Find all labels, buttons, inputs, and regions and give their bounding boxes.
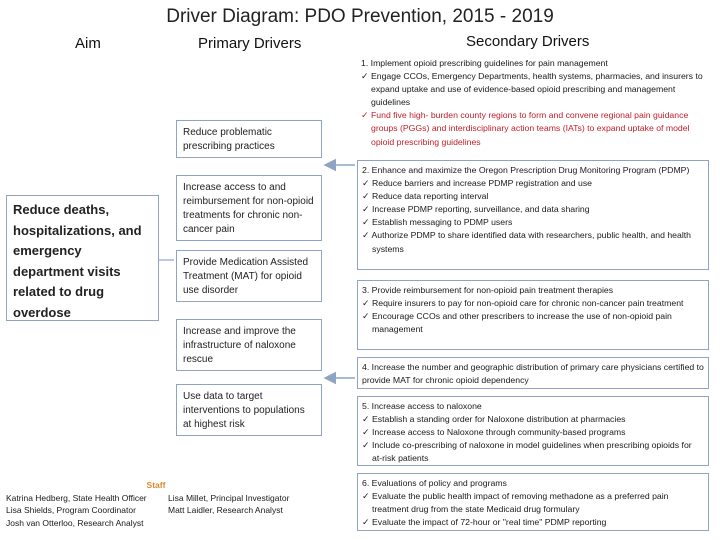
secondary-driver-item <box>362 426 704 439</box>
secondary-driver-item <box>362 216 704 229</box>
item-text: Engage CCOs, Emergency Departments, health systems, pharmacies, and insurers to expand uptake and use of evidence-based opioid prescribing and management guidelines <box>370 71 703 108</box>
secondary-driver-item <box>361 70 705 109</box>
primary-driver-text: Reduce problematic prescribing practices <box>183 127 275 152</box>
item-text: Require insurers to pay for non-opioid care for chronic non-cancer pain treatment <box>371 298 684 309</box>
check-icon: ✓ <box>362 427 370 438</box>
secondary-driver-box <box>357 473 709 531</box>
staff-member: Josh van Otterloo, Research Analyst <box>6 517 144 528</box>
item-text: Evaluate the impact of 72-hour or "real time" PDMP reporting <box>371 517 607 528</box>
check-icon: ✓ <box>362 440 370 451</box>
check-icon: ✓ <box>361 110 369 121</box>
check-icon: ✓ <box>362 204 370 215</box>
primary-driver-box <box>176 120 322 158</box>
item-text: Establish a standing order for Naloxone distribution at pharmacies <box>371 414 626 425</box>
check-icon: ✓ <box>362 178 370 189</box>
secondary-driver-item-highlight <box>361 109 705 148</box>
secondary-driver-item <box>362 190 704 203</box>
item-text: Authorize PDMP to share identified data with researchers, public health, and health systems <box>371 230 692 254</box>
primary-driver-box <box>176 175 322 241</box>
secondary-driver-item <box>362 310 704 336</box>
item-text: Establish messaging to PDMP users <box>371 217 513 228</box>
secondary-driver-heading: 1. Implement opioid prescribing guidelines for pain management <box>361 58 608 68</box>
item-text: Increase access to Naloxone through community-based programs <box>371 427 626 438</box>
secondary-driver-box <box>357 54 709 152</box>
item-text: Increase PDMP reporting, surveillance, and data sharing <box>371 204 590 215</box>
secondary-drivers-header: Secondary Drivers <box>466 33 590 50</box>
aim-box <box>6 195 159 321</box>
staff-block <box>6 479 306 529</box>
primary-driver-text: Increase and improve the infrastructure of naloxone rescue <box>183 326 296 365</box>
secondary-driver-item <box>362 439 704 465</box>
staff-member: Matt Laidler, Research Analyst <box>168 505 283 515</box>
primary-driver-text: Provide Medication Assisted Treatment (MAT) for opioid use disorder <box>183 257 309 296</box>
secondary-driver-box <box>357 160 709 270</box>
item-text: Encourage CCOs and other prescribers to increase the use of non-opioid pain management <box>371 311 672 335</box>
secondary-driver-heading: 6. Evaluations of policy and programs <box>362 478 507 488</box>
primary-driver-box <box>176 319 322 371</box>
secondary-driver-item <box>362 516 704 529</box>
secondary-driver-heading: 5. Increase access to naloxone <box>362 401 482 411</box>
diagram-title: Driver Diagram: PDO Prevention, 2015 - 2019 <box>166 6 554 27</box>
staff-member: Lisa Shields, Program Coordinator <box>6 505 136 515</box>
item-text: Reduce data reporting interval <box>371 191 489 202</box>
secondary-driver-item <box>362 203 704 216</box>
check-icon: ✓ <box>362 311 370 322</box>
secondary-driver-item <box>362 297 704 310</box>
check-icon: ✓ <box>362 491 370 502</box>
item-text: Reduce barriers and increase PDMP registration and use <box>371 178 593 189</box>
secondary-driver-item <box>362 413 704 426</box>
secondary-driver-box <box>357 357 709 389</box>
check-icon: ✓ <box>362 230 370 241</box>
check-icon: ✓ <box>362 298 370 309</box>
check-icon: ✓ <box>361 71 369 82</box>
item-text: Include co-prescribing of naloxone in model guidelines when prescribing opioids for at-risk patients <box>371 440 692 464</box>
primary-driver-text: Use data to target interventions to populations at highest risk <box>183 391 305 430</box>
item-text: Fund five high- burden county regions to form and convene regional pain guidance groups (PGGs) and interdisciplinary action teams (IATs) to expand uptake of model opioid prescribing guidelines <box>370 110 690 147</box>
secondary-driver-item <box>362 490 704 516</box>
primary-driver-box <box>176 384 322 436</box>
secondary-driver-heading: 2. Enhance and maximize the Oregon Prescription Drug Monitoring Program (PDMP) <box>362 165 690 175</box>
item-text: Evaluate the public health impact of removing methadone as a preferred pain treatment drug from the state Medicaid drug formulary <box>371 491 669 515</box>
check-icon: ✓ <box>362 191 370 202</box>
primary-driver-text: Increase access to and reimbursement for non-opioid treatments for chronic non-cancer pain <box>183 182 314 235</box>
secondary-driver-box <box>357 396 709 466</box>
secondary-driver-box <box>357 280 709 350</box>
staff-member: Lisa Millet, Principal Investigator <box>168 492 290 503</box>
primary-drivers-header: Primary Drivers <box>198 35 302 52</box>
staff-member: Katrina Hedberg, State Health Officer <box>6 492 147 503</box>
secondary-driver-item <box>362 229 704 255</box>
staff-title: Staff <box>146 480 166 490</box>
aim-text: Reduce deaths, hospitalizations, and emergency department visits related to drug overdose <box>13 202 142 320</box>
primary-driver-box <box>176 250 322 302</box>
check-icon: ✓ <box>362 414 370 425</box>
check-icon: ✓ <box>362 517 370 528</box>
secondary-driver-heading: 3. Provide reimbursement for non-opioid pain treatment therapies <box>362 285 614 295</box>
secondary-driver-item <box>362 177 704 190</box>
aim-header: Aim <box>75 35 101 52</box>
check-icon: ✓ <box>362 217 370 228</box>
secondary-driver-heading: 4. Increase the number and geographic distribution of primary care physicians certified to provide MAT for chronic opioid dependency <box>362 362 704 386</box>
